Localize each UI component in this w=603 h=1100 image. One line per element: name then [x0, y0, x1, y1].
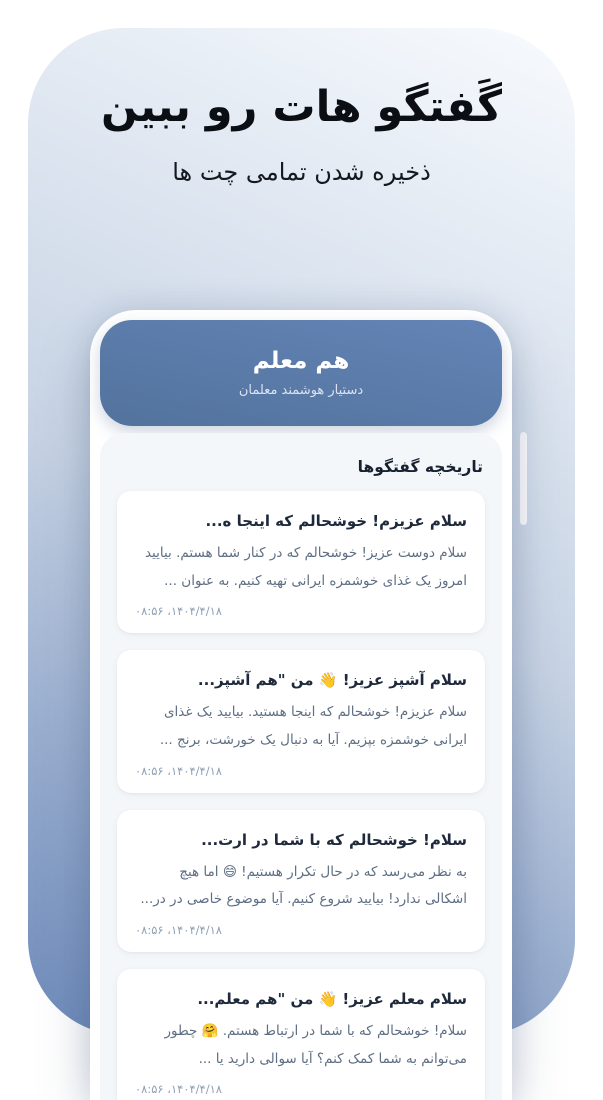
chat-history-item[interactable]: [117, 650, 485, 792]
chat-history-item[interactable]: [117, 491, 485, 633]
chat-history-item[interactable]: [117, 810, 485, 952]
chat-item-title: سلام عزیزم! خوشحالم که اینجا ه...: [205, 512, 467, 530]
chat-item-timestamp: ۱۴۰۴/۴/۱۸، ۰۸:۵۶: [135, 923, 222, 938]
chat-history-item[interactable]: [117, 969, 485, 1100]
chat-item-timestamp: ۱۴۰۴/۴/۱۸، ۰۸:۵۶: [135, 763, 222, 778]
phone-mockup: [90, 310, 512, 1100]
app-subtitle: دستیار هوشمند معلمان: [238, 383, 364, 398]
chat-history-title: تاریخچه گفتگوها: [357, 458, 483, 476]
hero-text-block: [0, 80, 603, 186]
chat-item-preview: به نظر می‌رسد که در حال تکرار هستیم! 😄 اما هیچ اشکالی ندارد! بیایید شروع کنیم. آیا موضوع خاصی در در...: [140, 863, 467, 908]
chat-item-title: سلام آشپز عزیز! 👋 من "هم آشپز...: [197, 671, 467, 690]
chat-item-timestamp: ۱۴۰۴/۴/۱۸، ۰۸:۵۶: [135, 604, 222, 619]
chat-item-title: سلام معلم عزیز! 👋 من "هم معلم...: [197, 990, 467, 1009]
hero-title: گَفتگو هات رو ببین: [101, 82, 502, 132]
chat-item-title: سلام! خوشحالم که با شما در ارت...: [201, 830, 467, 849]
chat-item-timestamp: ۱۴۰۴/۴/۱۸، ۰۸:۵۶: [135, 1082, 222, 1097]
chat-item-preview: سلام دوست عزیز! خوشحالم که در کنار شما هستم. بیایید امروز یک غذای خوشمزه ایرانی تهیه کنیم. به عنوان ...: [144, 545, 467, 589]
chat-history-screen: [100, 433, 502, 1100]
chat-item-preview: سلام عزیزم! خوشحالم که اینجا هستید. بیایید یک غذای ایرانی خوشمزه بپزیم. آیا به دنبال یک خورشت، برنج ...: [159, 704, 467, 749]
chat-item-preview: سلام! خوشحالم که با شما در ارتباط هستم. 🤗 چطور می‌توانم به شما کمک کنم؟ آیا سوالی دارید یا ...: [164, 1023, 467, 1067]
phone-side-button: [520, 432, 527, 525]
hero-subtitle: ذخیره شدن تمامی چت ها: [172, 157, 431, 186]
app-title: هم معلم: [252, 348, 350, 374]
app-header: [100, 320, 502, 426]
